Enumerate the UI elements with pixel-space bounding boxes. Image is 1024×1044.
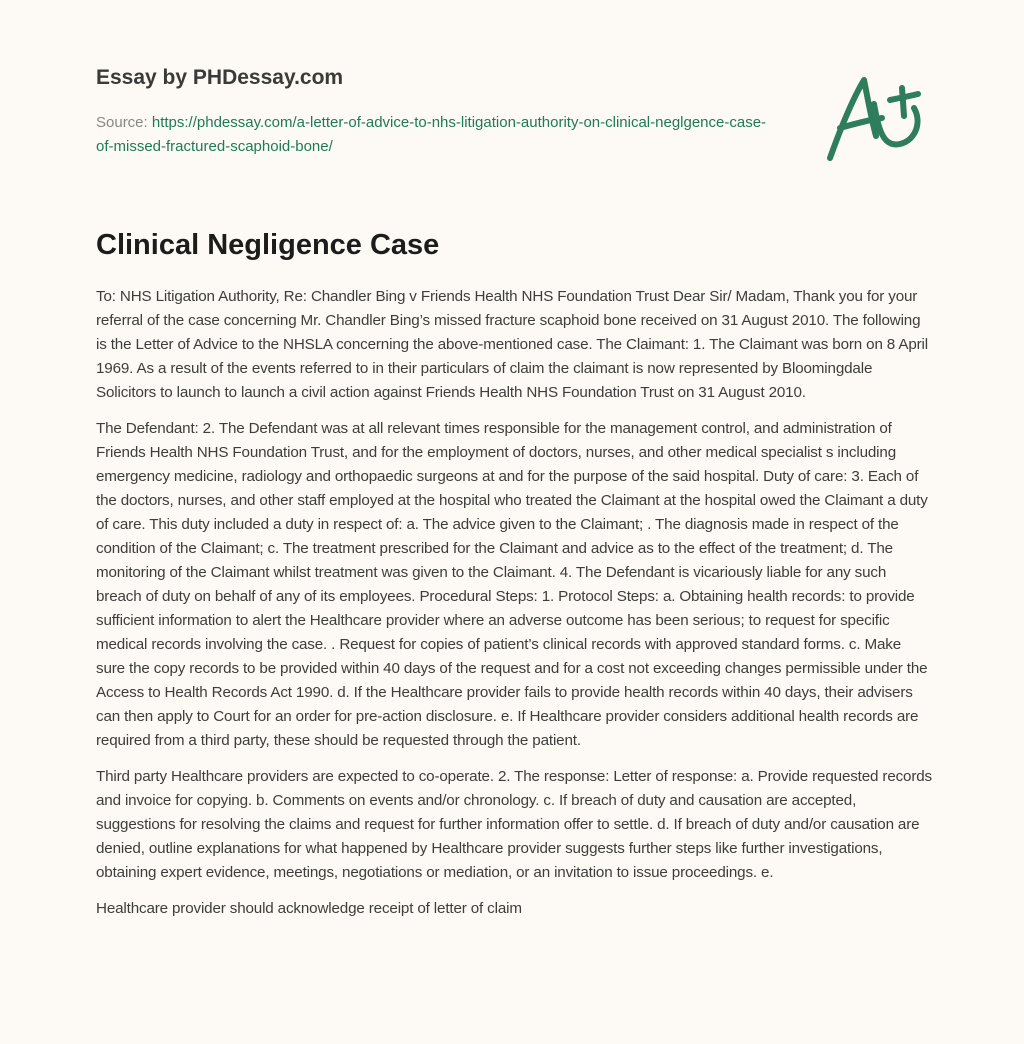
paragraph: The Defendant: 2. The Defendant was at all relevant times responsible for the management control, and administration of Friends Health NHS Foundation Trust, and for the employment of doctors, nurses, and other medical specialist s including emergency medicine, radiology and orthopaedic surgeons at and for the purpose of the said hospital. Duty of care: 3. Each of the doctors, nurses, and other staff employed at the hospital who treated the Claimant at the hospital owed the Claimant a duty of care. This duty included a duty in respect of: a. The advice given to the Claimant; . The diagnosis made in respect of the condition of the Claimant; c. The treatment prescribed for the Claimant and advice as to the effect of the treatment; d. The monitoring of the Claimant whilst treatment was given to the Claimant. 4. The Defendant is vicariously liable for any such breach of duty on behalf of any of its employees. Procedural Steps: 1. Protocol Steps: a. Obtaining health records: to provide sufficient information to alert the Healthcare provider where an adverse outcome has been serious; to request for specific medical records involving the case. . Request for copies of patient’s clinical records with approved standard forms. c. Make sure the copy records to be provided within 40 days of the request and for a cost not exceeding changes permissible under the Access to Health Records Act 1990. d. If the Healthcare provider fails to provide health records within 40 days, their advisers can then apply to Court for an order for pre-action disclosure. e. If Healthcare provider considers additional health records are required from a third party, these should be requested through the patient. bbox=[96, 420, 928, 749]
paragraph: To: NHS Litigation Authority, Re: Chandler Bing v Friends Health NHS Foundation Trust Dear Sir/ Madam, Thank you for your referral of the case concerning Mr. Chandler Bing’s missed fracture scaphoid bone received on 31 August 2010. The following is the Letter of Advice to the NHSLA concerning the above-mentioned case. The Claimant: 1. The Claimant was born on 8 April 1969. As a result of the events referred to in their particulars of claim the claimant is now represented by Bloomingdale Solicitors to launch to launch a civil action against Friends Health NHS Foundation Trust on 31 August 2010. bbox=[96, 288, 928, 401]
source-line bbox=[96, 111, 776, 159]
page-header bbox=[96, 64, 776, 159]
document-body bbox=[96, 285, 932, 933]
source-link[interactable]: https://phdessay.com/a-letter-of-advice-to-nhs-litigation-authority-on-clinical-neglgence-case-of-missed-fractured-scaphoid-bone/ bbox=[96, 114, 767, 155]
a-plus-grade-icon bbox=[818, 60, 938, 170]
source-label: Source: bbox=[96, 114, 152, 131]
site-title: Essay by PHDessay.com bbox=[96, 66, 344, 89]
document-title: Clinical Negligence Case bbox=[96, 229, 440, 261]
paragraph: Healthcare provider should acknowledge receipt of letter of claim bbox=[96, 900, 522, 917]
paragraph: Third party Healthcare providers are expected to co-operate. 2. The response: Letter of response: a. Provide requested records and invoice for copying. b. Comments on events and/or chronology. c. If breach of duty and causation are accepted, suggestions for resolving the claims and request for further information offer to settle. d. If breach of duty and/or causation are denied, outline explanations for what happened by Healthcare provider suggests further steps like further investigations, obtaining expert evidence, meetings, negotiations or mediation, or an invitation to issue proceedings. e. bbox=[96, 768, 933, 881]
